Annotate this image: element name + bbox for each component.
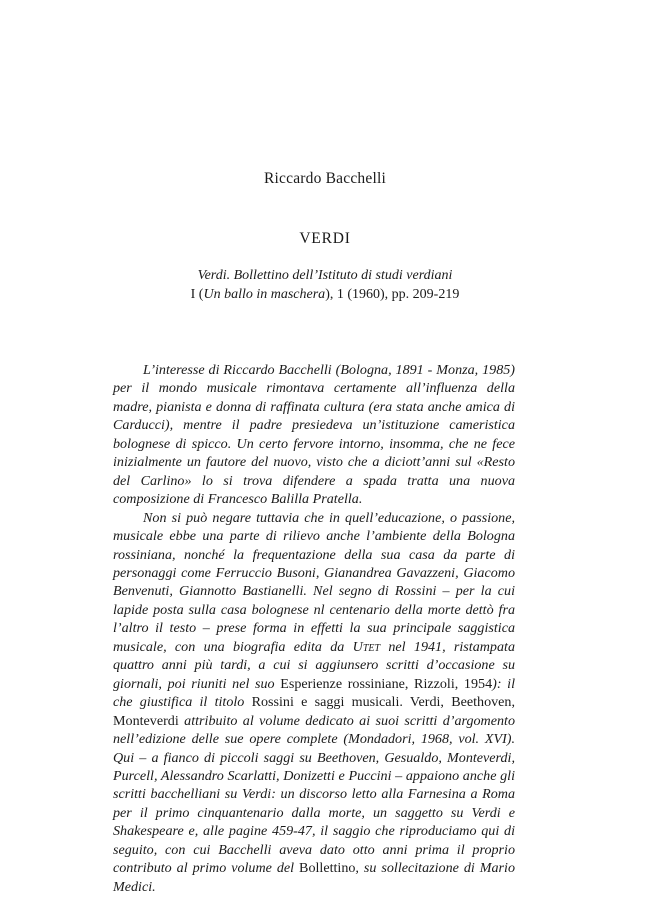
source-journal: Verdi. Bollettino dell’Istituto di studi verdiani: [197, 268, 453, 283]
source-issue-pre: I (: [190, 287, 204, 302]
source-issue-opera: Un ballo in maschera: [203, 287, 326, 302]
intro-p2-text-3: ): il che giustifica il titolo: [113, 675, 515, 711]
intro-p2-text-2: nel 1941, ristampata quattro anni più tardi, a cui si aggiunsero scritti d’occasione su giornali, poi riuniti nel suo: [113, 638, 515, 692]
intro-p2-book-title-1: Esperienze rossiniane, Rizzoli, 1954: [280, 675, 493, 692]
essay-title: VERDI: [299, 230, 351, 247]
intro-p2-text-4: attribuito al volume dedicato ai suoi scritti d’argomento nell’edizione delle sue opere complete (Mondadori, 1968, vol. XVI). Qui – a fianco di piccoli saggi su Beethoven, Gesualdo, Monteverdi, Purcell, Alessandro Scarlatti, Donizetti e Puccini – appaiono anche gli scritti bacchelliani su Verdi: un discorso letto alla Farnesina a Roma per il primo cinquantenario dalla morte, un saggetto su Verdi e Shakespeare e, alle pagine 459-47, il saggio che riproduciamo qui di seguito, con cui Bacchelli aveva dato otto anni prima il proprio contributo al primo volume del: [113, 712, 515, 877]
author-name: Riccardo Bacchelli: [264, 170, 386, 187]
source-issue: [0, 285, 650, 304]
source-issue-post: ), 1 (1960), pp. 209-219: [325, 287, 460, 302]
intro-p2-book-title-2: Rossini e saggi musicali. Verdi, Beethoven, Monteverdi: [113, 694, 515, 729]
intro-paragraph-1: L’interesse di Riccardo Bacchelli (Bologna, 1891 - Monza, 1985) per il mondo musicale rimontava certamente all’influenza della madre, pianista e donna di raffinata cultura (era stata anche amica di Carducci), mentre il padre presiedeva un’istituzione cameristica bolognese di spicco. Un certo fervore intorno, insomma, che ne fece inizialmente un fautore del nuovo, visto che a diciott’anni sul «Resto del Carlino» lo si trova difendere a spada tratta una nuova composizione di Francesco Balilla Pratella.: [113, 362, 515, 508]
intro-p2-text-5: , su sollecitazione di Mario Medici.: [113, 860, 515, 895]
editorial-introduction: [113, 361, 515, 896]
intro-p2-text-1: Non si può negare tuttavia che in quell’educazione, o passione, musicale ebbe una parte di rilievo anche l’ambiente della Bologna rossiniana, nonché la frequentazione della sua casa da parte di personaggi come Ferruccio Busoni, Gianandrea Gavazzeni, Giacomo Benvenuti, Giannotto Bastianelli. Nel segno di Rossini – per la cui lapide posta sulla casa bolognese nl centenario della morte dettò fra l’altro il testo – prese forma in effetti la sua principale saggistica musicale, con una biografia edita da: [113, 509, 515, 655]
intro-paragraph-2: [113, 509, 515, 897]
intro-p2-journal-title: Bollettino: [299, 860, 356, 877]
intro-p2-publisher: Utet: [352, 638, 381, 655]
source-citation: [0, 266, 650, 304]
